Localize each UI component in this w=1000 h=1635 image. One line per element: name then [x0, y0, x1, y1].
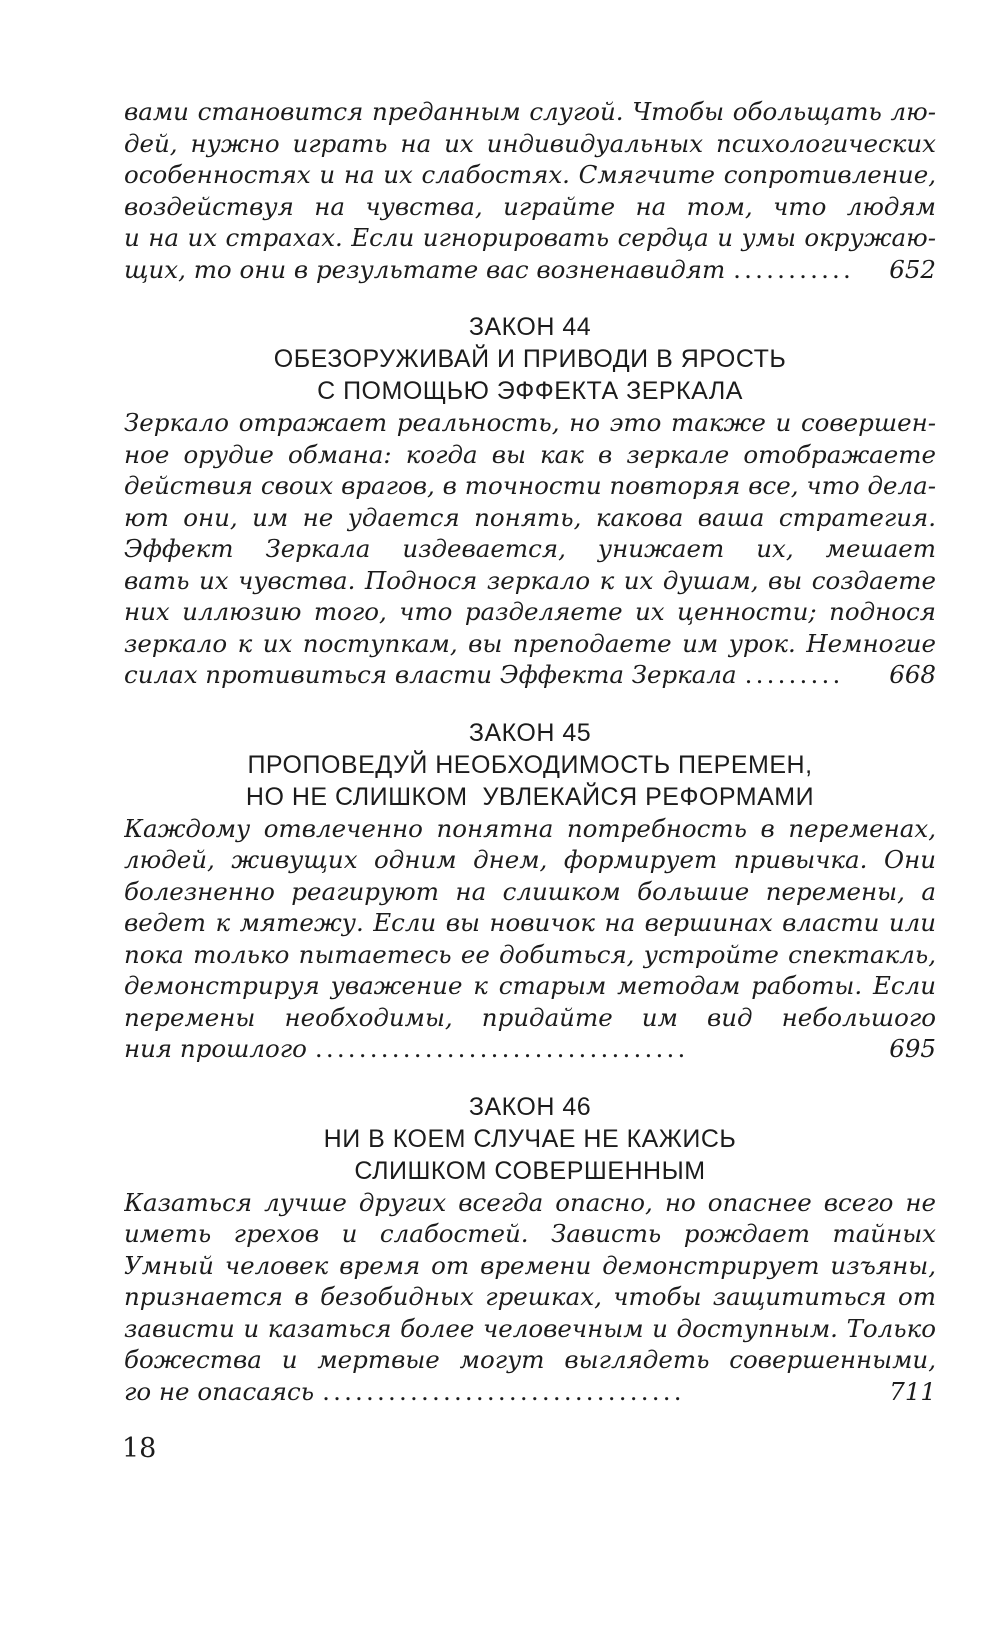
- law-description: [124, 407, 936, 691]
- page-number: 668: [889, 660, 936, 689]
- toc-leader-line: [124, 659, 936, 691]
- text-line: иметь грехов и слабостей. Зависть рождает тайных: [124, 1219, 936, 1248]
- intro-paragraph: [124, 96, 936, 285]
- toc-leader-line: [124, 1033, 936, 1065]
- text-line: ют они, им не удается понять, какова ваша стратегия.: [124, 502, 936, 532]
- law-title-line: ПРОПОВЕДУЙ НЕОБХОДИМОСТЬ ПЕРЕМЕН,: [247, 750, 813, 779]
- text-line: ное орудие обмана: когда вы как в зеркале отображаете: [124, 439, 936, 469]
- text-line: го не опасаясь: [124, 1376, 315, 1406]
- law-title-line: С ПОМОЩЬЮ ЭФФЕКТА ЗЕРКАЛА: [317, 377, 743, 405]
- page-number: 695: [889, 1034, 936, 1063]
- text-line: воздействуя на чувства, играйте на том, что людям: [124, 191, 936, 221]
- text-line: демонстрируя уважение к старым методам работы. Если: [124, 971, 936, 1000]
- text-line: них иллюзию того, что разделяете их ценности; поднося: [124, 597, 936, 626]
- text-line: Умный человек время от времени демонстрирует изъяны,: [124, 1250, 936, 1280]
- dot-leader: ...........: [733, 254, 855, 284]
- toc-leader-line: [124, 254, 936, 286]
- text-line: действия своих врагов, в точности повторяя все, что дела-: [124, 471, 936, 500]
- text-line: ведет к мятежу. Если вы новичок на вершинах власти или: [124, 908, 936, 937]
- law-number: ЗАКОН 44: [468, 313, 592, 341]
- law-title-line: ОБЕЗОРУЖИВАЙ И ПРИВОДИ В ЯРОСТЬ: [273, 345, 787, 373]
- text-line: Каждому отвлеченно понятна потребность в переменах,: [124, 813, 936, 843]
- page-number: 711: [889, 1376, 936, 1406]
- law-title-line: НИ В КОЕМ СЛУЧАЕ НЕ КАЖИСЬ: [323, 1124, 737, 1153]
- text-line: зеркало к их поступкам, вы преподаете им урок. Немногие: [124, 628, 936, 658]
- law-heading: [124, 1091, 936, 1187]
- text-line: силах противиться власти Эффекта Зеркала: [124, 660, 737, 689]
- text-line: Эффект Зеркала издевается, унижает их, мешает: [124, 534, 936, 563]
- folio-page-number: 18: [122, 1433, 157, 1464]
- text-line: признается в безобидных грешках, чтобы защититься от: [124, 1282, 936, 1311]
- text-line: вами становится преданным слугой. Чтобы обольщать лю-: [124, 97, 936, 126]
- law-number: ЗАКОН 46: [468, 1092, 592, 1121]
- text-line: вать их чувства. Поднося зеркало к их душам, вы создаете: [124, 565, 936, 595]
- law-title-line: СЛИШКОМ СОВЕРШЕННЫМ: [354, 1156, 706, 1185]
- text-line: щих, то они в результате вас возненавидят: [124, 254, 726, 284]
- law-number: ЗАКОН 45: [468, 718, 592, 747]
- text-line: ния прошлого: [124, 1034, 307, 1063]
- page-number: 652: [889, 254, 936, 284]
- text-line: божества и мертвые могут выглядеть совершенными,: [124, 1345, 936, 1374]
- text-line: пока только пытаетесь ее добиться, устройте спектакль,: [124, 939, 936, 969]
- law-description: [124, 1187, 936, 1408]
- dot-leader: ..................................: [314, 1034, 689, 1063]
- text-line: особенностях и на их слабостях. Смягчите сопротивление,: [124, 160, 936, 189]
- dot-leader: .........: [744, 660, 844, 689]
- text-line: зависти и казаться более человечным и доступным. Только: [124, 1313, 936, 1343]
- text-line: и на их страхах. Если игнорировать сердца и умы окружаю-: [124, 223, 936, 252]
- text-line: дей, нужно играть на их индивидуальных психологических: [124, 128, 936, 158]
- law-description: [124, 813, 936, 1065]
- dot-leader: .................................: [322, 1376, 685, 1406]
- law-heading: [124, 311, 936, 407]
- law-heading: [124, 717, 936, 813]
- text-line: перемены необходимы, придайте им вид небольшого: [124, 1002, 936, 1032]
- text-line: людей, живущих одним днем, формирует привычка. Они: [124, 845, 936, 874]
- text-line: Зеркало отражает реальность, но это также и совершен-: [124, 408, 936, 437]
- law-title-line: НО НЕ СЛИШКОМ УВЛЕКАЙСЯ РЕФОРМАМИ: [245, 782, 815, 811]
- text-line: Казаться лучше других всегда опасно, но опаснее всего не: [124, 1187, 936, 1217]
- text-line: болезненно реагируют на слишком большие перемены, а: [124, 876, 936, 906]
- toc-leader-line: [124, 1376, 936, 1408]
